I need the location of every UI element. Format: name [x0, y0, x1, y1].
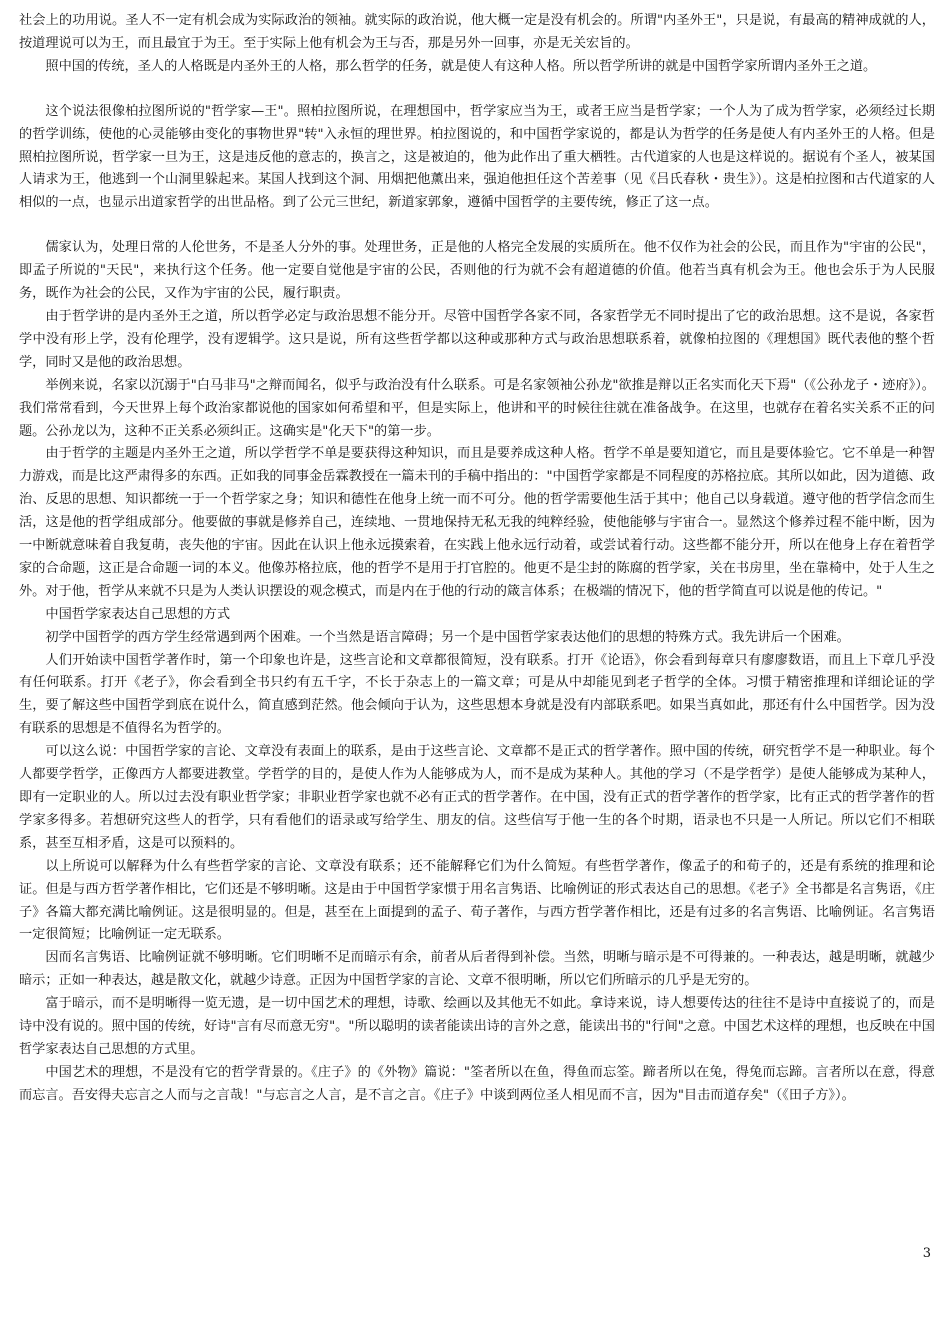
paragraph: 人们开始读中国哲学著作时，第一个印象也许是，这些言论和文章都很简短，没有联系。打开《论语》，你会看到每章只有廖廖数语，而且上下章几乎没有任何联系。打开《老子》，你会看到全书只约有五千字，不长于杂志上的一篇文章；可是从中却能见到老子哲学的全体。习惯于精密推理和详细论证的学生，要了解这些中国哲学到底在说什么，简直感到茫然。他会倾向于认为，这些思想本身就是没有内部联系吧。如果当真如此，那还有什么中国哲学。因为没有联系的思想是不值得名为哲学的。: [19, 652, 935, 737]
paragraph: 因而名言隽语、比喻例证就不够明晰。它们明晰不足而暗示有余，前者从后者得到补偿。当然，明晰与暗示是不可得兼的。一种表达，越是明晰，就越少暗示；正如一种表达，越是散文化，就越少诗意。正因为中国哲学家的言论、文章不很明晰，所以它们所暗示的几乎是无穷的。: [19, 950, 935, 989]
paragraph: 由于哲学的主题是内圣外王之道，所以学哲学不单是要获得这种知识，而且是要养成这种人格。哲学不单是要知道它，而且是要体验它。它不单是一种智力游戏，而是比这严肃得多的东西。正如我的同事金岳霖教授在一篇未刊的手稿中指出的："中国哲学家都是不同程度的苏格拉底。其所以如此，因为道德、政治、反思的思想、知识都统一于一个哲学家之身；知识和德性在他身上统一而不可分。他的哲学需要他生活于其中；他自己以身载道。遵守他的哲学信念而生活，这是他的哲学组成部分。他要做的事就是修养自己，连续地、一贯地保持无私无我的纯粹经验，使他能够与宇宙合一。显然这个修养过程不能中断，因为一中断就意味着自我复萌，丧失他的宇宙。因此在认识上他永远摸索着，在实践上他永远行动着，或尝试着行动。这些都不能分开，所以在他身上存在着哲学家的合命题，这正是合命题一词的本义。他像苏格拉底，他的哲学不是用于打官腔的。他更不是尘封的陈腐的哲学家，关在书房里，坐在靠椅中，处于人生之外。对于他，哲学从来就不只是为人类认识摆设的观念模式，而是内在于他的行动的箴言体系；在极端的情况下，他的哲学简直可以说是他的传记。": [19, 446, 935, 599]
page-number: 3: [922, 1246, 931, 1261]
paragraph: 中国艺术的理想，不是没有它的哲学背景的。《庄子》的《外物》篇说："筌者所以在鱼，得鱼而忘筌。蹄者所以在兔，得兔而忘蹄。言者所以在意，得意而忘言。吾安得夫忘言之人而与之言哉！"与忘言之人言，是不言之言。《庄子》中谈到两位圣人相见而不言，因为"目击而道存矣"（《田子方》）。: [19, 1064, 935, 1103]
paragraph: 由于哲学讲的是内圣外王之道，所以哲学必定与政治思想不能分开。尽管中国哲学各家不同，各家哲学无不同时提出了它的政治思想。这不是说，各家哲学中没有形上学，没有伦理学，没有逻辑学。这只是说，所有这些哲学都以这种或那种方式与政治思想联系着，就像柏拉图的《理想国》既代表他的整个哲学，同时又是他的政治思想。: [19, 308, 935, 370]
paragraph: 儒家认为，处理日常的人伦世务，不是圣人分外的事。处理世务，正是他的人格完全发展的实质所在。他不仅作为社会的公民，而且作为"宇宙的公民"，即孟子所说的"天民"，来执行这个任务。他一定要自觉他是宇宙的公民，否则他的行为就不会有超道德的价值。他若当真有机会为王。他也会乐于为人民服务，既作为社会的公民，又作为宇宙的公民，履行职责。: [19, 240, 935, 302]
paragraph: 这个说法很像柏拉图所说的"哲学家—王"。照柏拉图所说，在理想国中，哲学家应当为王，或者王应当是哲学家；一个人为了成为哲学家，必须经过长期的哲学训练，使他的心灵能够由变化的事物世界"转"入永恒的理世界。柏拉图说的，和中国哲学家说的，都是认为哲学的任务是使人有内圣外王的人格。但是照柏拉图所说，哲学家一旦为王，这是违反他的意志的，换言之，这是被迫的，他为此作出了重大栖牲。古代道家的人也是这样说的。据说有个圣人，被某国人请求为王，他逃到一个山洞里躲起来。某国人找到这个洞、用烟把他薰出来，强迫他担任这个苦差事（见《吕氏春秋・贵生》）。这是柏拉图和古代道家的人相似的一点，也显示出道家哲学的出世品格。到了公元三世纪，新道家郭象，遵循中国哲学的主要传统，修正了这一点。: [19, 103, 935, 211]
paragraph: 照中国的传统，圣人的人格既是内圣外王的人格，那么哲学的任务，就是使人有这种人格。所以哲学所讲的就是中国哲学家所谓内圣外王之道。: [45, 58, 877, 74]
paragraph: 社会上的功用说。圣人不一定有机会成为实际政治的领袖。就实际的政治说，他大概一定是没有机会的。所谓"内圣外王"，只是说，有最高的精神成就的人，按道理说可以为王，而且最宜于为王。至于实际上他有机会为王与否，那是另外一回事，亦是无关宏旨的。: [19, 13, 935, 51]
paragraph: 初学中国哲学的西方学生经常遇到两个困难。一个当然是语言障碍；另一个是中国哲学家表达他们的思想的特殊方式。我先讲后一个困难。: [45, 629, 850, 645]
document-body: [19, 10, 935, 1108]
paragraph-gap: [19, 79, 935, 101]
paragraph: 富于暗示，而不是明晰得一览无遗，是一切中国艺术的理想，诗歌、绘画以及其他无不如此。拿诗来说，诗人想要传达的往往不是诗中直接说了的，而是诗中没有说的。照中国的传统，好诗"言有尽而意无穷"。"所以聪明的读者能读出诗的言外之意，能读出书的"行间"之意。中国艺术这样的理想，也反映在中国哲学家表达自己思想的方式里。: [19, 996, 935, 1057]
section-heading: 中国哲学家表达自己思想的方式: [45, 606, 231, 622]
paragraph-gap: [19, 215, 935, 237]
paragraph: 可以这么说：中国哲学家的言论、文章没有表面上的联系，是由于这些言论、文章都不是正式的哲学著作。照中国的传统，研究哲学不是一种职业。每个人都要学哲学，正像西方人都要进教堂。学哲学的目的，是使人作为人能够成为人，而不是成为某种人。其他的学习（不是学哲学）是使人能够成为某种人，即有一定职业的人。所以过去没有职业哲学家；非职业哲学家也就不必有正式的哲学著作。在中国，没有正式的哲学著作的哲学家，比有正式的哲学著作的哲学家多得多。若想研究这些人的哲学，只有看他们的语录或写给学生、朋友的信。这些信写于他一生的各个时期，语录也不只是一人所记。所以它们不相联系，甚至互相矛盾，这是可以预料的。: [19, 744, 935, 851]
paragraph: 举例来说，名家以沉溺于"白马非马"之辩而闻名，似乎与政治没有什么联系。可是名家领袖公孙龙"欲推是辩以正名实而化天下焉"（《公孙龙子・迹府》）。我们常常看到，今天世界上每个政治家都说他的国家如何希望和平，但是实际上，他讲和平的时候往往就在准备战争。在这里，也就存在着名实关系不正的问题。公孙龙以为，这种不正关系必须纠正。这确实是"化天下"的第一步。: [19, 377, 935, 439]
paragraph: 以上所说可以解释为什么有些哲学家的言论、文章没有联系；还不能解释它们为什么简短。有些哲学著作，像孟子的和荀子的，还是有系统的推理和论证。但是与西方哲学著作相比，它们还是不够明晰。这是由于中国哲学家惯于用名言隽语、比喻例证的形式表达自己的思想。《老子》全书都是名言隽语，《庄子》各篇大都充满比喻例证。这是很明显的。但是，甚至在上面提到的孟子、荀子著作，与西方哲学著作相比，还是有过多的名言隽语、比喻例证。名言隽语一定很简短；比喻例证一定无联系。: [19, 858, 935, 943]
